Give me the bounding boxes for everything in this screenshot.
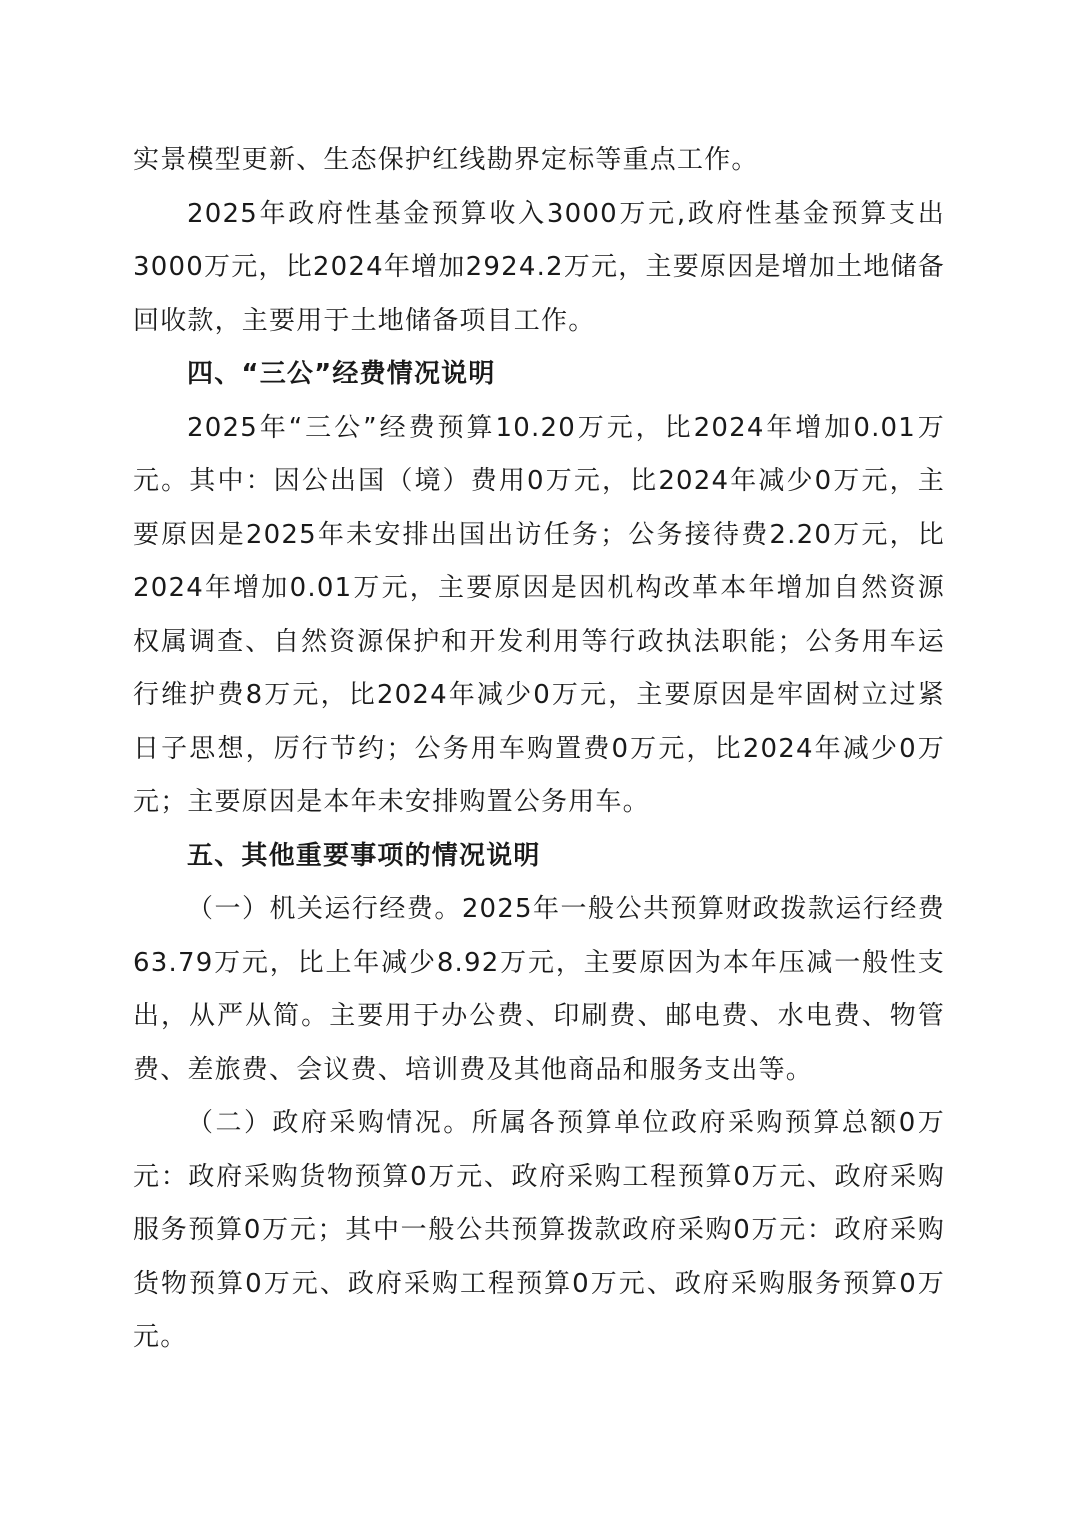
document-page (133, 134, 945, 1365)
paragraph-government-procurement: （二）政府采购情况。所属各预算单位政府采购预算总额0万元：政府采购货物预算0万元、政府采购工程预算0万元、政府采购服务预算0万元；其中一般公共预算拨款政府采购0万元：政府采购货物预算0万元、政府采购工程预算0万元、政府采购服务预算0万元。 (133, 1108, 945, 1352)
paragraph-three-public-expenses: 2025年“三公”经费预算10.20万元，比2024年增加0.01万元。其中：因公出国（境）费用0万元，比2024年减少0万元，主要原因是2025年未安排出国出访任务；公务接待费2.20万元，比2024年增加0.01万元，主要原因是因机构改革本年增加自然资源权属调查、自然资源保护和开发利用等行政执法职能；公务用车运行维护费8万元，比2024年减少0万元，主要原因是牢固树立过紧日子思想，厉行节约；公务用车购置费0万元，比2024年减少0万元；主要原因是本年未安排购置公务用车。 (133, 412, 945, 817)
paragraph-continuation: 实景模型更新、生态保护红线勘界定标等重点工作。 (133, 145, 759, 175)
section-heading-three-public-expenses: 四、“三公”经费情况说明 (187, 359, 496, 389)
paragraph-operating-expenses: （一）机关运行经费。2025年一般公共预算财政拨款运行经费63.79万元，比上年减少8.92万元，主要原因为本年压减一般性支出，从严从简。主要用于办公费、印刷费、邮电费、水电费、物管费、差旅费、会议费、培训费及其他商品和服务支出等。 (133, 894, 945, 1085)
paragraph-government-fund-budget: 2025年政府性基金预算收入3000万元,政府性基金预算支出3000万元，比2024年增加2924.2万元，主要原因是增加土地储备回收款，主要用于土地储备项目工作。 (133, 198, 945, 336)
section-heading-other-matters: 五、其他重要事项的情况说明 (187, 840, 541, 871)
